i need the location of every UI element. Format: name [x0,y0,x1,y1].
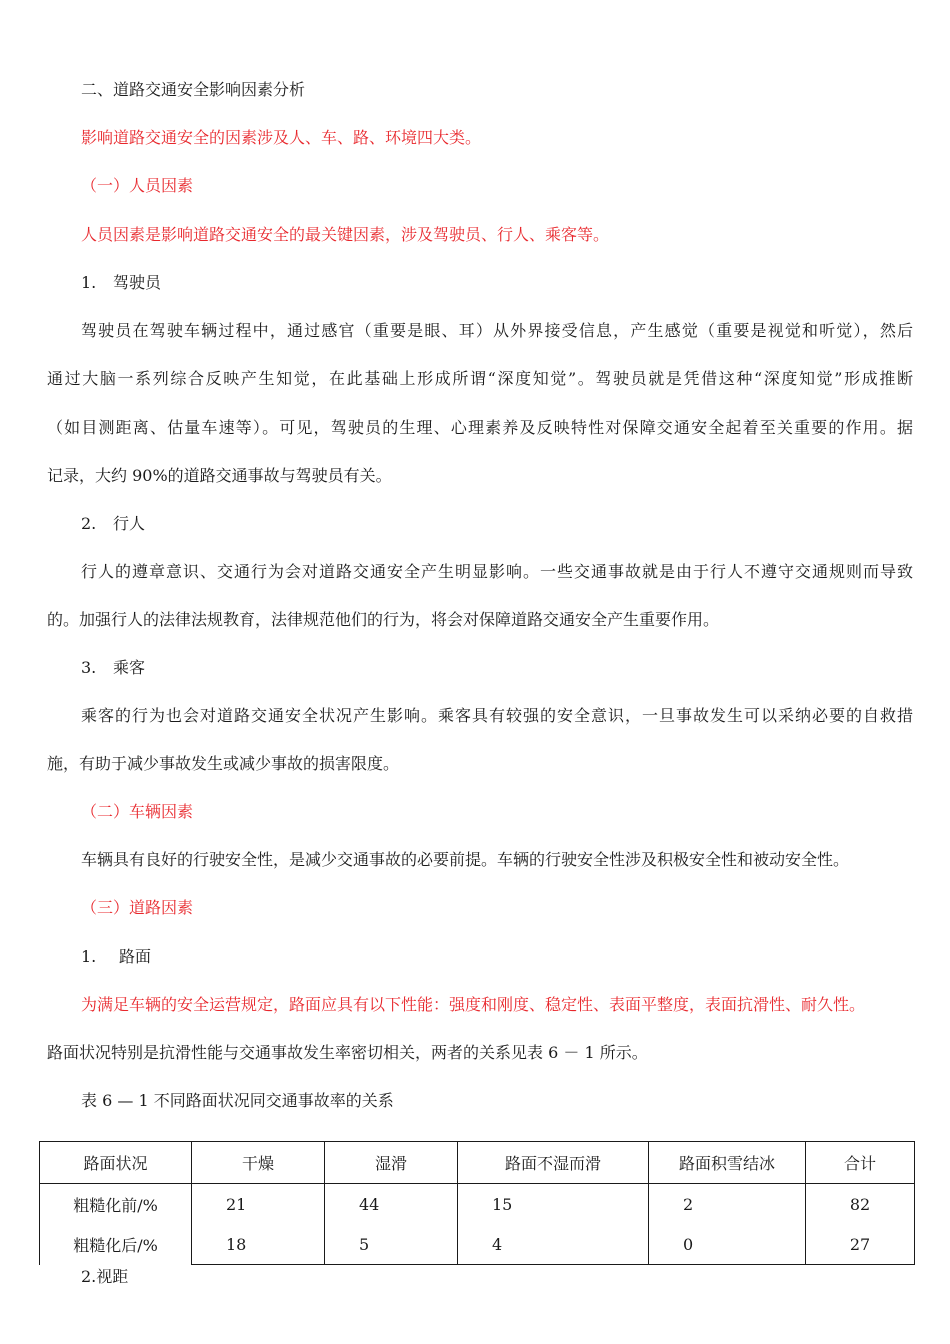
table-header-cell: 路面状况 [40,1142,192,1184]
road-surface-text: 路面状况特别是抗滑性能与交通事故发生率密切相关，两者的关系见表 6 － 1 所示。 [47,1043,648,1062]
sub2-title: （二）车辆因素 [81,802,194,821]
paragraph-line: 的。加强行人的法律法规教育，法律规范他们的行为，将会对保障道路交通安全产生重要作用。 [47,610,720,630]
item-road-surface-heading [81,947,151,967]
table-header-row [40,1142,915,1184]
table-header-cell: 路面不湿而滑 [458,1142,649,1184]
table-cell: 44 [325,1184,458,1225]
table-row [40,1184,915,1225]
table-cell: 0 [649,1224,806,1265]
road-surface-requirements: 为满足车辆的安全运营规定，路面应具有以下性能：强度和刚度、稳定性、表面平整度，表面抗滑性、耐久性。 [81,995,866,1014]
sub1-summary: 人员因素是影响道路交通安全的最关键因素，涉及驾驶员、行人、乘客等。 [81,225,610,244]
item-number: 1. [81,273,97,292]
sub3-title: （三）道路因素 [81,898,194,917]
table-header-cell: 路面积雪结冰 [649,1142,806,1184]
table-cell: 5 [325,1224,458,1265]
table-cell: 21 [192,1184,325,1225]
paragraph-line: 通过大脑一系列综合反映产生知觉，在此基础上形成所谓“深度知觉”。驾驶员就是凭借这种“深度知觉”形成推断 [47,369,913,389]
pedestrian-paragraph [47,562,913,659]
table-cell: 2 [649,1184,806,1225]
item-title: 行人 [113,514,146,533]
paragraph-line: 记录，大约 90%的道路交通事故与驾驶员有关。 [47,465,392,485]
paragraph-line: 行人的遵章意识、交通行为会对道路交通安全产生明显影响。一些交通事故就是由于行人不遵守交通规则而导致 [81,562,913,581]
sub1-title: （一）人员因素 [81,176,194,195]
paragraph-line: 驾驶员在驾驶车辆过程中，通过感官（重要是眼、耳）从外界接受信息，产生感觉（重要是视觉和听觉），然后 [81,321,913,340]
table-row [40,1224,915,1265]
item-driver-heading [81,273,161,293]
table-header-cell: 湿滑 [325,1142,458,1184]
passenger-paragraph [47,706,913,803]
item-pedestrian-heading [81,514,145,534]
table-header-cell: 干燥 [192,1142,325,1184]
table-cell: 27 [806,1224,915,1265]
item-passenger-heading [81,658,145,678]
table-cell: 82 [806,1184,915,1225]
section-title: 二、道路交通安全影响因素分析 [81,80,306,99]
table-caption: 表 6 — 1 不同路面状况同交通事故率的关系 [81,1091,394,1110]
table-cell: 18 [192,1224,325,1265]
paragraph-line: 乘客的行为也会对道路交通安全状况产生影响。乘客具有较强的安全意识，一旦事故发生可以采纳必要的自救措 [81,706,913,725]
item-number: 1. [81,947,97,966]
item-sight-distance-heading: 2.视距 [81,1267,129,1286]
item-title: 路面 [119,947,152,966]
item-title: 驾驶员 [113,273,162,292]
sub2-text: 车辆具有良好的行驶安全性，是减少交通事故的必要前提。车辆的行驶安全性涉及积极安全性和被动安全性。 [81,850,850,869]
table-header-cell: 合计 [806,1142,915,1184]
item-number: 3. [81,658,97,677]
table-cell: 15 [458,1184,649,1225]
paragraph-line: 施，有助于减少事故发生或减少事故的损害限度。 [47,754,400,774]
paragraph-line: （如目测距离、估量车速等）。可见，驾驶员的生理、心理素养及反映特性对保障交通安全起着至关重要的作用。据 [47,417,913,437]
table-row-label: 粗糙化后/% [40,1224,192,1265]
item-number: 2. [81,514,97,533]
intro-text: 影响道路交通安全的因素涉及人、车、路、环境四大类。 [81,128,482,147]
table-row-label: 粗糙化前/% [40,1184,192,1225]
table-cell: 4 [458,1224,649,1265]
item-title: 乘客 [113,658,146,677]
driver-paragraph [47,321,913,514]
accident-rate-table [39,1141,915,1265]
